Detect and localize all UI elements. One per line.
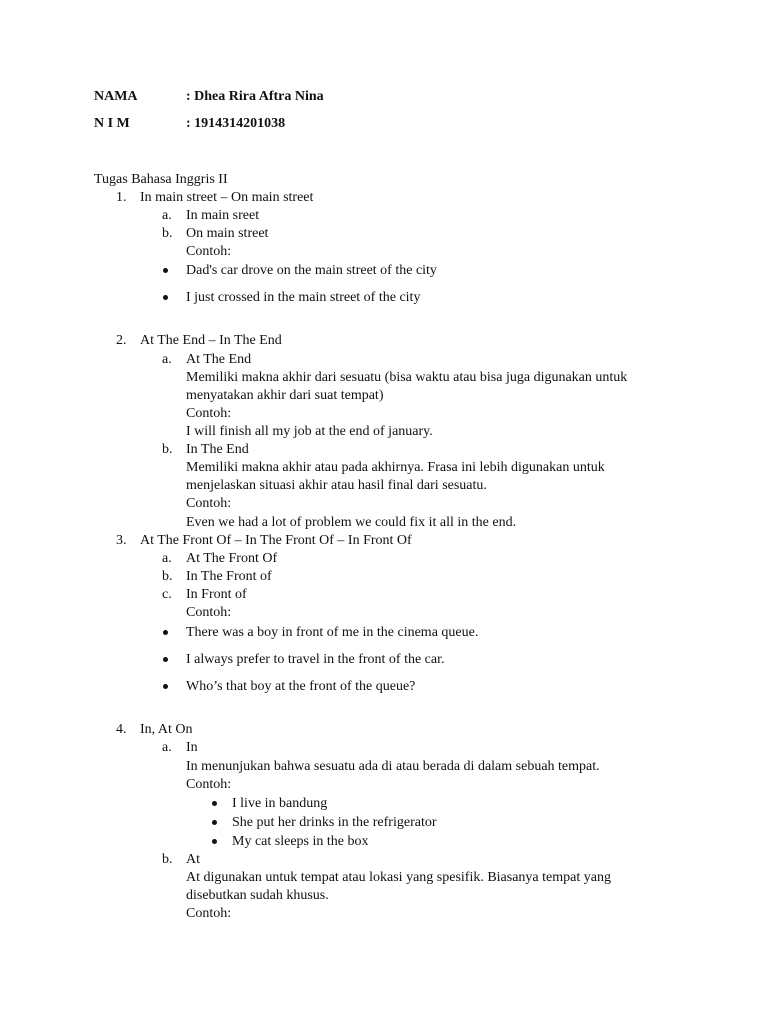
list-item: In main sreet: [186, 208, 260, 223]
bullet-item: Dad's car drove on the main street of the city: [186, 263, 437, 278]
description-text: Memiliki makna akhir atau pada akhirnya. Frasa ini lebih digunakan untuk: [186, 460, 605, 475]
list-marker: a.: [162, 352, 172, 367]
example-label: Contoh:: [186, 406, 232, 421]
list-marker: a.: [162, 208, 172, 223]
section-number: 2.: [116, 333, 127, 348]
example-label: Contoh:: [186, 244, 232, 259]
description-text: menjelaskan situasi akhir atau hasil final dari sesuatu.: [186, 478, 487, 493]
bullet-icon: [163, 630, 168, 635]
bullet-icon: [163, 684, 168, 689]
description-text: In menunjukan bahwa sesuatu ada di atau berada di dalam sebuah tempat.: [186, 759, 600, 774]
bullet-icon: [212, 801, 217, 806]
bullet-icon: [212, 839, 217, 844]
list-marker: b.: [162, 442, 173, 457]
section-number: 1.: [116, 190, 127, 205]
list-marker: a.: [162, 740, 172, 755]
section-heading: In, At On: [140, 722, 193, 737]
section-number: 3.: [116, 533, 127, 548]
bullet-item: I just crossed in the main street of the city: [186, 290, 421, 305]
example-label: Contoh:: [186, 496, 232, 511]
list-marker: c.: [162, 587, 172, 602]
bullet-icon: [163, 657, 168, 662]
description-text: disebutkan sudah khusus.: [186, 888, 329, 903]
bullet-item: There was a boy in front of me in the cinema queue.: [186, 625, 479, 640]
list-item: On main street: [186, 226, 269, 241]
bullet-item: Who’s that boy at the front of the queue?: [186, 679, 416, 694]
description-text: menyatakan akhir dari suat tempat): [186, 388, 384, 403]
section-heading: At The End – In The End: [140, 333, 282, 348]
name-label: NAMA: [94, 89, 138, 104]
nim-label: N I M: [94, 116, 130, 131]
section-heading: At The Front Of – In The Front Of – In Front Of: [140, 533, 412, 548]
bullet-item: My cat sleeps in the box: [232, 834, 369, 849]
list-marker: a.: [162, 551, 172, 566]
example-label: Contoh:: [186, 777, 232, 792]
example-label: Contoh:: [186, 906, 232, 921]
nim-value: : 1914314201038: [186, 116, 286, 131]
list-marker: b.: [162, 226, 173, 241]
bullet-icon: [163, 268, 168, 273]
list-item: At The Front Of: [186, 551, 278, 566]
list-item: At: [186, 852, 200, 867]
section-heading: In main street – On main street: [140, 190, 314, 205]
bullet-item: I always prefer to travel in the front of the car.: [186, 652, 445, 667]
section-number: 4.: [116, 722, 127, 737]
example-label: Contoh:: [186, 605, 232, 620]
name-value: : Dhea Rira Aftra Nina: [186, 89, 324, 104]
description-text: At digunakan untuk tempat atau lokasi yang spesifik. Biasanya tempat yang: [186, 870, 611, 885]
list-item: In Front of: [186, 587, 247, 602]
bullet-item: She put her drinks in the refrigerator: [232, 815, 437, 830]
assignment-title: Tugas Bahasa Inggris II: [94, 172, 228, 187]
list-item: In The Front of: [186, 569, 272, 584]
example-text: I will finish all my job at the end of january.: [186, 424, 433, 439]
list-item: In: [186, 740, 198, 755]
list-marker: b.: [162, 852, 173, 867]
bullet-icon: [212, 820, 217, 825]
bullet-icon: [163, 295, 168, 300]
list-item: In The End: [186, 442, 249, 457]
bullet-item: I live in bandung: [232, 796, 328, 811]
description-text: Memiliki makna akhir dari sesuatu (bisa waktu atau bisa juga digunakan untuk: [186, 370, 628, 385]
list-marker: b.: [162, 569, 173, 584]
example-text: Even we had a lot of problem we could fix it all in the end.: [186, 515, 517, 530]
list-item: At The End: [186, 352, 252, 367]
